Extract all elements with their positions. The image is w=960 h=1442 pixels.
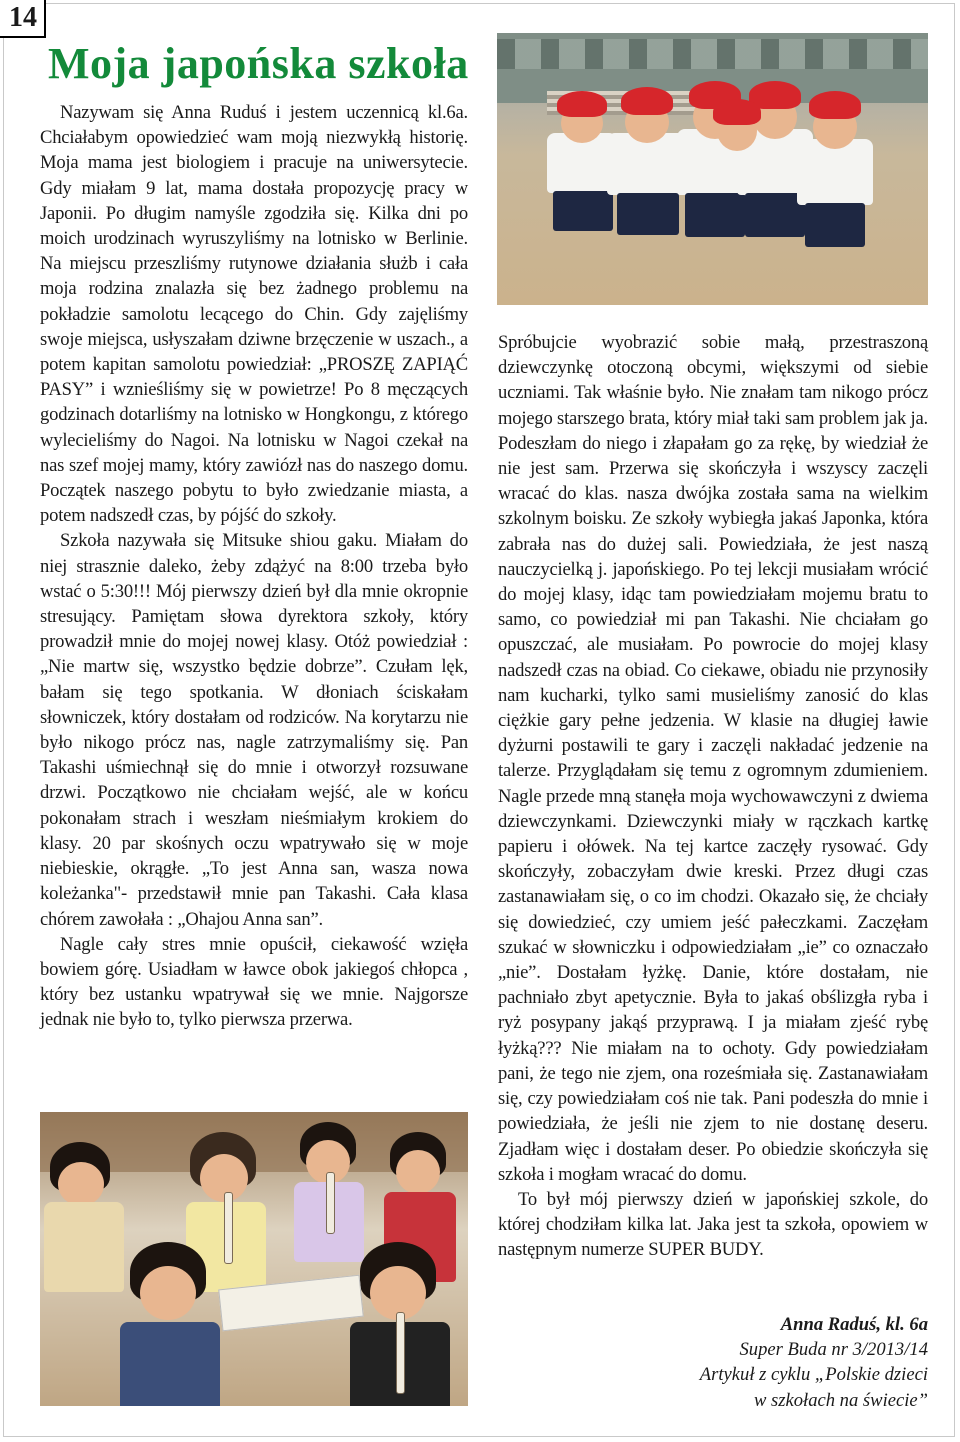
article-title: Moja japońska szkoła <box>48 39 469 88</box>
left-column <box>40 100 468 1033</box>
signature-block <box>700 1312 928 1413</box>
paragraph: Szkoła nazywała się Mitsuke shiou gaku. Miałam do niej strasznie daleko, żeby zdążyć na 8:00 trzeba było wstać o 5:30!!! Mój pierwszy dzień był dla mnie okropnie stresujący. Pamiętam słowa dyrektora szkoły, który prowadził mnie do mojej nowej klasy. Otóż powiedział : „Nie martw się, wszystko będzie dobrze”. Czułam lęk, bałam się tego spotkania. W dłoniach ściskałam słowniczek, który dostałam od rodziców. Na korytarzu nie było nikogo prócz nas, nagle zatrzymaliśmy się. Pan Takashi uśmiechnął się do mnie i otworzył rozsuwane drzwi. Początkowo nie chciałam wejść, ale w końcu pokonałam strach i weszłam nieśmiałym krokiem do klasy. 20 par skośnych oczu wpatrywało się w moje niebieskie, okrągłe. „To jest Anna san, wasza nowa koleżanka"- przedstawił mnie pan Takashi. Cała klasa chórem zawołała : „Ohajou Anna san”. <box>40 530 468 930</box>
series-line-2: w szkołach na świecie” <box>753 1389 928 1411</box>
photo-children-recorders <box>40 1112 468 1406</box>
paragraph: Nagle cały stres mnie opuścił, ciekawość wzięła bowiem górę. Usiadłam w ławce obok jakiegoś chłopca , który bez ustanku wpatrywał się we mnie. Najgorsze jednak nie było to, tylko pierwsza przerwa. <box>40 933 468 1031</box>
paragraph: To był mój pierwszy dzień w japońskiej szkole, do której chodziłam kilka lat. Jaka jest ta szkoła, opowiem w następnym numerze SUPER BUDY. <box>498 1188 928 1261</box>
page-number: 14 <box>0 0 46 38</box>
photo-children-red-caps <box>497 33 928 305</box>
issue-info: Super Buda nr 3/2013/14 <box>739 1339 928 1361</box>
paragraph: Nazywam się Anna Ruduś i jestem uczennicą kl.6a. Chciałabym opowiedzieć wam moją niezwykłą historię. Moja mama jest biologiem i pracuje na uniwersytecie. Gdy miałam 9 lat, mama dostała propozycję pracy w Japonii. Po długim namyśle zgodziła się. Kilka dni po moich urodzinach wyruszyliśmy na lotnisko w Berlinie. Na miejscu przeszliśmy rutynowe działania służb i cała moja rodzina znalazła się bez żadnego problemu na pokładzie samolotu lecącego do Chin. Gdy zajęliśmy swoje miejsca, usłyszałam dziwne brzęczenie w uszach., a potem kapitan samolotu powiedział: „PROSZĘ ZAPIĄĆ PASY” i wznieśliśmy się w powietrze! Po 8 męczących godzinach dotarliśmy na lotnisko w Hongkongu, z którego wylecieliśmy do Nagoi. Na lotnisku w Nagoi czekał na nas szef mojej mamy, który zawiózł nas do naszego domu. Początek naszego pobytu to było zwiedzanie miasta, a potem nadszedł czas, by pójść do szkoły. <box>40 102 468 527</box>
author-name: Anna Raduś, kl. 6a <box>780 1314 928 1335</box>
right-column <box>498 330 928 1263</box>
series-line-1: Artykuł z cyklu „Polskie dzieci <box>699 1364 928 1386</box>
paragraph: Spróbujcie wyobrazić sobie małą, przestraszoną dziewczynkę otoczoną obcymi, większymi od siebie uczniami. Tak właśnie było. Nie znałam tam nikogo prócz mojego starszego brata, który miał taki sam problem jak ja. Podeszłam do niego i złapałam go za rękę, by wiedział że nie jest sam. Przerwa się skończyła i wszyscy zaczęli wracać do klas. nasza dwójka została sama na wielkim szkolnym boisku. Ze szkoły wybiegła jakaś Japonka, która zabrała nas do dużej sali. Powiedziała, że jest naszą nauczycielką j. japońskiego. Po tej lekcji musiałam wrócić do mojej klasy, idąc tam powiedziałam mojemu bratu to samo, co powiedział mi pan Takashi. Nie chciałam go opuszczać, ale musiałam. Po powrocie do mojej klasy nadszedł czas na obiad. Co ciekawe, obiadu nie przynosiły nam kucharki, tylko sami musieliśmy zanosić do klas ciężkie gary pełne jedzenia. W klasie na długiej ławie dyżurni postawili te gary i zaczęli nakładać jedzenie na talerze. Przyglądałam się temu z ogromnym zdumieniem. Nagle przede mną stanęła moja wychowawczyni z dwiema dziewczynkami. Dziewczynki miały w rączkach kartkę papieru i ołówek. Na tej kartce zaczęły rysować. Gdy skończyły, zobaczyłam dwie kreski. Przez długi czas zastanawiałam się, o co im chodzi. Okazało się, że chciały się dowiedzieć, czy umiem jeść pałeczkami. Zaczęłam szukać w słowniczku i odpowiedziałam „ie” co oznaczało „nie”. Dostałam łyżkę. Danie, które dostałam, nie pachniało zbyt apetycznie. Była to jakaś obślizgła ryba i ryż posypany jakąś przyprawą. I ja miałam zjeść rybę łyżką??? Nie miałam na to ochoty. Gdy powiedziałam pani, że tego nie zjem, ona roześmiała się. Zastanawiałam się, czy powiedziałam coś nie tak. Pani podeszła do mnie i powiedziała, że jeśli nie zjem to nie dostanę deseru. Zjadłam więc i dostałam deser. Po obiedzie skończyła się szkoła i mogłam wracać do domu. <box>498 332 928 1185</box>
